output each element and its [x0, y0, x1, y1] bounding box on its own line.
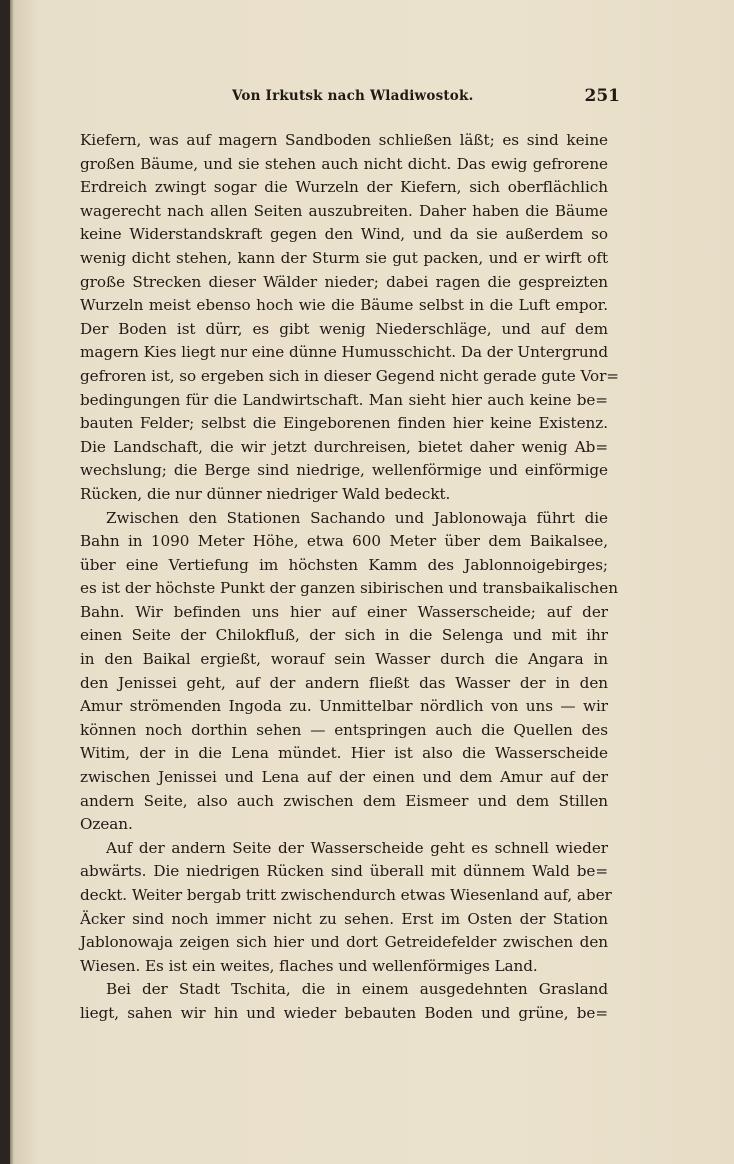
- text-line: deckt. Weiter bergab tritt zwischendurch etwas Wiesenland auf, aber: [80, 886, 612, 904]
- text-line: Bahn in 1090 Meter Höhe, etwa 600 Meter über dem Baikalsee,: [80, 532, 608, 551]
- text-line: Jablonowaja zeigen sich hier und dort Getreidefelder zwischen den: [80, 933, 608, 952]
- text-line: Erdreich zwingt sogar die Wurzeln der Kiefern, sich oberflächlich: [80, 178, 608, 197]
- text-line: gefroren ist, so ergeben sich in dieser Gegend nicht gerade gute Vor=: [80, 366, 619, 385]
- text-line: über eine Vertiefung im höchsten Kamm des Jablonnoigebirges;: [80, 555, 608, 574]
- text-line: Amur strömenden Ingoda zu. Unmittelbar nördlich von uns — wir: [80, 697, 608, 716]
- running-title: Von Irkutsk nach Wladiwostok.: [232, 88, 474, 104]
- text-line: wechslung; die Berge sind niedrige, wellenförmige und einförmige: [80, 461, 608, 480]
- text-line: Kiefern, was auf magern Sandboden schließen läßt; es sind keine: [80, 131, 608, 149]
- text-line: großen Bäume, und sie stehen auch nicht dicht. Das ewig gefrorene: [80, 154, 608, 173]
- text-line: bauten Felder; selbst die Eingeborenen finden hier keine Existenz.: [80, 414, 608, 433]
- book-spine: [0, 0, 10, 1164]
- text-line: Der Boden ist dürr, es gibt wenig Niederschläge, und auf dem: [80, 319, 608, 338]
- text-line: magern Kies liegt nur eine dünne Humusschicht. Da der Untergrund: [80, 343, 609, 362]
- text-line: wenig dicht stehen, kann der Sturm sie gut packen, und er wirft oft: [80, 248, 608, 267]
- text-line: abwärts. Die niedrigen Rücken sind überall mit dünnem Wald be=: [80, 862, 608, 881]
- text-line: keine Widerstandskraft gegen den Wind, und da sie außerdem so: [80, 225, 608, 244]
- text-line: können noch dorthin sehen — entspringen auch die Quellen des: [80, 720, 608, 739]
- text-line: einen Seite der Chilokfluß, der sich in die Selenga und mit ihr: [80, 626, 608, 645]
- text-line: große Strecken dieser Wälder nieder; dabei ragen die gespreizten: [80, 272, 608, 291]
- text-line: Zwischen den Stationen Sachando und Jablonowaja führt die: [106, 508, 608, 527]
- text-line: Wurzeln meist ebenso hoch wie die Bäume selbst in die Luft empor.: [80, 296, 608, 315]
- text-line: den Jenissei geht, auf der andern fließt das Wasser der in den: [80, 673, 608, 692]
- text-line: bedingungen für die Landwirtschaft. Man sieht hier auch keine be=: [80, 390, 608, 409]
- text-line: Bahn. Wir befinden uns hier auf einer Wasserscheide; auf der: [80, 602, 608, 621]
- text-line: liegt, sahen wir hin und wieder bebauten Boden und grüne, be=: [80, 1003, 608, 1022]
- text-line: Auf der andern Seite der Wasserscheide geht es schnell wieder: [106, 838, 608, 857]
- text-line: zwischen Jenissei und Lena auf der einen und dem Amur auf der: [80, 768, 608, 787]
- text-line: es ist der höchste Punkt der ganzen sibirischen und transbaikalischen: [80, 579, 618, 598]
- body-text: [80, 129, 619, 1026]
- text-line: Bei der Stadt Tschita, die in einem ausgedehnten Grasland: [106, 980, 608, 999]
- page-number: 251: [584, 86, 620, 106]
- page-header: [40, 88, 620, 114]
- text-line: Wiesen. Es ist ein weites, flaches und wellenförmiges Land.: [80, 956, 538, 975]
- text-line: Die Landschaft, die wir jetzt durchreisen, bietet daher wenig Ab=: [80, 437, 608, 456]
- text-line: Witim, der in die Lena mündet. Hier ist also die Wasserscheide: [80, 744, 608, 763]
- text-line: Äcker sind noch immer nicht zu sehen. Erst im Osten der Station: [80, 909, 608, 928]
- text-line: Ozean.: [80, 815, 133, 834]
- text-line: andern Seite, also auch zwischen dem Eismeer und dem Stillen: [80, 791, 608, 810]
- text-line: Rücken, die nur dünner niedriger Wald bedeckt.: [80, 484, 451, 503]
- text-line: wagerecht nach allen Seiten auszubreiten. Daher haben die Bäume: [80, 201, 608, 220]
- text-line: in den Baikal ergießt, worauf sein Wasser durch die Angara in: [80, 650, 608, 669]
